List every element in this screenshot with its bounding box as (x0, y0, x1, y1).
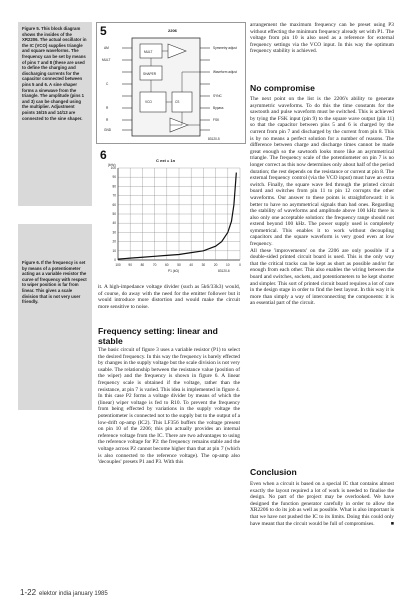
y-tick-label: 20 (112, 239, 116, 244)
caption-panel-fig6 (18, 224, 92, 410)
figure5-number: 5 (100, 24, 107, 38)
right-column-intro: arrangement the maximum frequency can be preset using P3 without effecting the minimum frequency already set with P1. The voltage from pin 10 is also used as a reference for external frequency settings via the VCO input. In this way the optimum frequency stability is achieved. (250, 22, 394, 55)
ct-label: C (106, 82, 109, 86)
figure6-number: 6 (100, 148, 107, 162)
frequency-curve (118, 173, 236, 259)
conclusion-text: Even when a circuit is based on a special IC that contains almost exactly the layout required a lot of work is needed to finalise the design. No part of the project may be overlooked. We have designed the function generator carefully in order to allow the XR2206 to do its job as well as possible. What is also important is that we have not pushed the IC to its limits. Doing this could only have meant that the circuit would be full of compromises. (250, 481, 394, 527)
x-tick-label: 50 (177, 263, 181, 267)
x-tick-label: 0 (239, 263, 241, 267)
y-tick-label: 80 (112, 184, 116, 189)
cs-label: CS (175, 100, 180, 104)
middle-column-body: The basic circuit of figure 3 uses a variable resistor (P1) to select the desired frequency. In this way the frequency is barely effected by changes in the supply voltage but the scale division is not very usable. The relationship between the resistance value (position of the wiper) and the frequency is shown in figure 6. A linear frequency scale is obtained if the voltage, rather than the resistance, at pin 7 is varied. This idea is implemented in figure 4. In this case P2 forms a voltage divider by means of which the (linear) wiper voltage is fed to R10. To prevent the frequency from being effected by variations in the supply voltage the potentiometer is connected not to the supply but to the output of a low-drift op-amp (IC2). This LF356 buffers the voltage present on pin 10 of the 2206; this pin actually provides an internal reference voltage from the IC. There are two advantages to using the reference voltage for P2: the frequency remains stable and the voltage across P2 cannot become higher than that at pin 7 (which is also connected to the reference voltage). The op-amp also 'decouples' presets P1 and P3. With this (98, 347, 240, 466)
vco-label: VCO (145, 100, 152, 104)
bypass-label: Bypass (213, 106, 224, 110)
heading-conclusion: Conclusion (250, 467, 297, 477)
am-label: AM (104, 46, 109, 50)
y-tick-label: 40 (112, 221, 116, 226)
page-number: 1-22 (20, 588, 37, 597)
figure5-code: 83120-5 (208, 137, 220, 141)
page-footer (20, 588, 108, 597)
y-tick-label: 10 (112, 248, 116, 253)
y-tick-label: 60 (112, 202, 116, 207)
y-tick-label: 90 (112, 175, 116, 180)
sym-adjust-label: Symmetry adjust (213, 46, 237, 50)
sync-label: SYNC (213, 94, 222, 98)
x-axis-label: P1 (kΩ) (168, 269, 179, 273)
ref-label: R (106, 118, 109, 122)
y-tick-label: 50 (112, 212, 116, 216)
middle-column-intro: it. A high-impedance voltage divider (such as 5k6/33k3) would, of course, do away with the need for the emitter follower but it would introduce more distortion and would make the circuit more sensitive to noise. (98, 284, 240, 310)
y-tick-label: 0 (114, 258, 116, 262)
gnd-label: GND (104, 128, 112, 132)
footer-text: elektor india january 1985 (39, 591, 108, 597)
fsk-label: FSK (213, 118, 220, 122)
figure6-caption: Figure 6. If the frequency is set by means of a potentiometer acting as a variable resistor the curve of frequency with respect to wiper position is far from linear. This gives a scale division that is not very user friendly. (22, 260, 87, 305)
rt-label: R (106, 106, 109, 110)
x-tick-label: 30 (201, 263, 206, 267)
figure6-chart (96, 146, 246, 274)
x-tick-label: 40 (189, 263, 193, 267)
right-column-body: The next point on the list is the 2206's ability to generate asymmetric waveforms. To do this the time constants for the sawtooth and pulse waveform must be switched. This is achieved by tying the FSK input (pin 9) to the square wave output (pin 11) so that the capacitor between pins 5 and 6 is charged by the current from pin 7 and discharged by the current from pin 8. This is by no means a perfect solution for a number of reasons. The difference between charge and discharge times cannot be made great enough so the sawtooth looks more like an asymmetrical triangle. The frequency scale of the potentiometer on pin 7 is no longer correct as this now determines only about half of the period duration; the rest depends on the resistance or current at pin 8. The external frequency control (via the VCO input) must have an extra switch. Finally, the square wave fed through the printed circuit board and switches from pin 11 to pin 12 corrupts the other waveforms. Our answer to these points is straightforward: it is better to have no asymmetrical signals than bad ones. Regarding the stability of waveforms and amplitude above 100 kHz there is also only one acceptable solution: the frequency range should not extend beyond 100 kHz. The power supply used is completely symmetrical. This enables it to work without decoupling capacitors and the square waveform is very good even at low frequency. All these 'improvements' on the 2206 are only possible if a double-sided printed circuit board is used. This is the only way that the critical tracks can be kept as short as possible and/or far enough from each other. This also enables the wiring between the board and switches, sockets, and potentiometers to be kept shorter and simpler. This sort of printed circuit board requires a lot of care in the design stage in order to find the best layout. In this way it is more than simply a way of interconnecting the components: it is an essential part of the circuit. (250, 96, 394, 307)
x-tick-label: 80 (140, 263, 145, 267)
right-column-conclusion (250, 481, 394, 527)
heading-frequency-setting: Frequency setting: linear and stable (98, 326, 218, 346)
mult-label: MULT (102, 58, 111, 62)
chip-label: 2206 (168, 28, 177, 33)
x-tick-label: 20 (213, 263, 218, 267)
x-tick-label: 70 (152, 263, 157, 267)
end-mark: ■ (390, 520, 394, 527)
figure5-block-diagram (96, 22, 246, 144)
curve-label: C ext = 1n (156, 158, 176, 163)
svg-text:SHAPER: SHAPER (143, 72, 157, 76)
svg-text:MULT: MULT (144, 50, 153, 54)
wave-adjust-label: Waveform adjust (213, 70, 237, 74)
x-tick-label: 90 (128, 263, 132, 267)
y-tick-label: 70 (112, 193, 116, 198)
heading-no-compromise: No compromise (250, 83, 315, 93)
x-tick-label: 100 (115, 263, 121, 267)
y-tick-label: 100 (110, 166, 116, 170)
x-tick-label: 60 (165, 263, 169, 267)
y-axis-label: (kHz) (108, 163, 116, 167)
figure5-caption: Figure 5. This block diagram shows the insides of the XR2206. The actual oscillator in the IC (VCO) supplies triangle and square waveforms. The frequency can be set by means of pins 7 and 8 (these are used to define the charging and discharging currents for the capacitor connected between pins 5 and 6. A sine shaper forms a sinewave from the triangle. The amplitude (pins 1 and 3) can be changed using the multiplier. Adjustment points 16/15 and 14/13 are connected to the sine shaper. (22, 26, 87, 121)
x-tick-label: 10 (226, 263, 230, 267)
figure6-code: 83120-6 (218, 269, 230, 273)
y-tick-label: 30 (112, 230, 116, 235)
